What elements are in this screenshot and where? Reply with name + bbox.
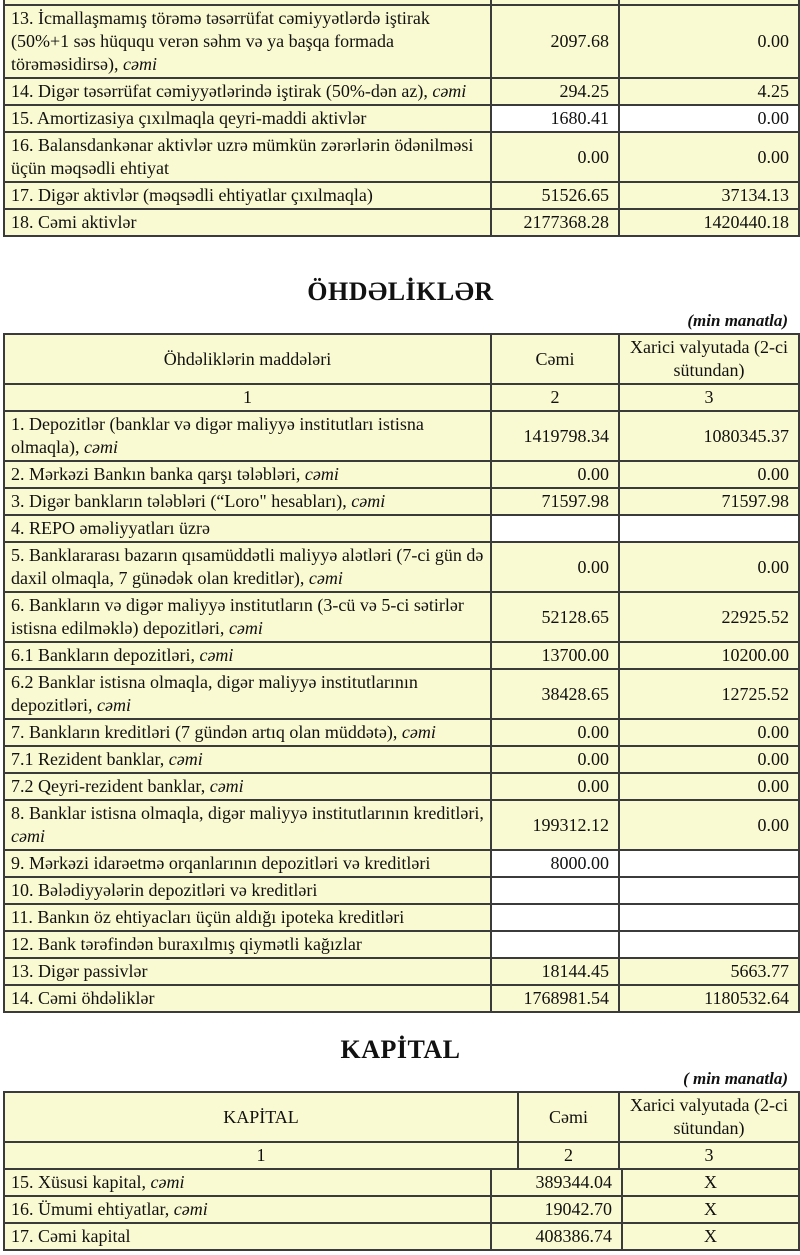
header-items-column: Öhdəliklərin maddələri bbox=[4, 334, 491, 384]
row-label-cell: 16. Balansdankənar aktivlər uzrə mümkün zərərlərin ödənilməsi üçün məqsədli ehtiyat bbox=[4, 132, 491, 182]
row-label-cell: 15. Amortizasiya çıxılmaqla qeyri-maddi aktivlər bbox=[4, 105, 491, 132]
row-total-cell: 0.00 bbox=[491, 773, 619, 800]
header-fx-column: Xarici valyutada (2-ci sütundan) bbox=[619, 334, 799, 384]
row-fx-cell: 0.00 bbox=[619, 719, 799, 746]
liabilities-section bbox=[3, 277, 798, 1013]
row-label-cell: 13. Digər passivlər bbox=[4, 958, 491, 985]
row-fx-cell bbox=[619, 515, 799, 542]
row-total-cell: 2097.68 bbox=[491, 5, 619, 78]
table-row bbox=[4, 958, 799, 985]
row-fx-cell: X bbox=[622, 1223, 799, 1250]
row-label-cell: 2. Mərkəzi Bankın banka qarşı tələbləri, cəmi bbox=[4, 461, 491, 488]
row-fx-cell: 1420440.18 bbox=[619, 209, 799, 236]
row-label-cell: 8. Banklar istisna olmaqla, digər maliyyə institutlarının kreditləri, cəmi bbox=[4, 800, 491, 850]
capital-data-table bbox=[3, 1168, 800, 1251]
row-label-cell: 10. Bələdiyyələrin depozitləri və kreditləri bbox=[4, 877, 491, 904]
table-row bbox=[4, 904, 799, 931]
table-row bbox=[4, 1169, 799, 1196]
liabilities-header-row bbox=[4, 334, 799, 384]
table-row bbox=[4, 642, 799, 669]
row-fx-cell: 0.00 bbox=[619, 542, 799, 592]
table-row bbox=[4, 5, 799, 78]
row-total-cell: 0.00 bbox=[491, 461, 619, 488]
section-title-liabilities: ÖHDƏLİKLƏR bbox=[307, 277, 494, 306]
row-fx-cell: 1180532.64 bbox=[619, 985, 799, 1012]
row-label-cell: 3. Digər bankların tələbləri (“Loro" hesabları), cəmi bbox=[4, 488, 491, 515]
table-row bbox=[4, 411, 799, 461]
row-fx-cell: 5663.77 bbox=[619, 958, 799, 985]
row-total-cell: 13700.00 bbox=[491, 642, 619, 669]
row-label-cell: 17. Cəmi kapital bbox=[4, 1223, 491, 1250]
table-row bbox=[4, 719, 799, 746]
row-label-cell: 17. Digər aktivlər (məqsədli ehtiyatlar çıxılmaqla) bbox=[4, 182, 491, 209]
row-label-cell: 6.1 Bankların depozitləri, cəmi bbox=[4, 642, 491, 669]
row-fx-cell: 71597.98 bbox=[619, 488, 799, 515]
row-total-cell: 0.00 bbox=[491, 132, 619, 182]
row-total-cell: 1680.41 bbox=[491, 105, 619, 132]
table-row bbox=[4, 592, 799, 642]
row-fx-cell: 0.00 bbox=[619, 746, 799, 773]
row-fx-cell bbox=[619, 877, 799, 904]
row-label-cell: 14. Cəmi öhdəliklər bbox=[4, 985, 491, 1012]
row-total-cell: 2177368.28 bbox=[491, 209, 619, 236]
table-row bbox=[4, 1223, 799, 1250]
row-fx-cell: X bbox=[622, 1196, 799, 1223]
liabilities-table bbox=[3, 333, 800, 1013]
row-total-cell: 38428.65 bbox=[491, 669, 619, 719]
row-total-cell: 51526.65 bbox=[491, 182, 619, 209]
row-fx-cell: 0.00 bbox=[619, 773, 799, 800]
row-label-cell: 12. Bank tərəfindən buraxılmış qiymətli kağızlar bbox=[4, 931, 491, 958]
row-total-cell: 1768981.54 bbox=[491, 985, 619, 1012]
row-fx-cell bbox=[619, 904, 799, 931]
row-total-cell: 71597.98 bbox=[491, 488, 619, 515]
row-total-cell: 52128.65 bbox=[491, 592, 619, 642]
row-fx-cell: 22925.52 bbox=[619, 592, 799, 642]
row-fx-cell bbox=[619, 931, 799, 958]
row-fx-cell: 10200.00 bbox=[619, 642, 799, 669]
header-total-column: Cəmi bbox=[491, 334, 619, 384]
row-label-cell: 14. Digər təsərrüfat cəmiyyətlərində iştirak (50%-dən az), cəmi bbox=[4, 78, 491, 105]
row-label-cell: 6.2 Banklar istisna olmaqla, digər maliyyə institutlarının depozitləri, cəmi bbox=[4, 669, 491, 719]
row-fx-cell: 0.00 bbox=[619, 105, 799, 132]
header-fx-column: Xarici valyutada (2-ci sütundan) bbox=[619, 1092, 799, 1142]
unit-note-capital: ( min manatla) bbox=[683, 1069, 788, 1088]
column-index-3: 3 bbox=[619, 384, 799, 411]
row-total-cell: 0.00 bbox=[491, 542, 619, 592]
row-total-cell: 19042.70 bbox=[491, 1196, 622, 1223]
table-row bbox=[4, 132, 799, 182]
row-label-cell: 11. Bankın öz ehtiyacları üçün aldığı ipoteka kreditləri bbox=[4, 904, 491, 931]
header-total-column: Cəmi bbox=[518, 1092, 619, 1142]
table-row bbox=[4, 669, 799, 719]
row-fx-cell: 0.00 bbox=[619, 132, 799, 182]
table-row bbox=[4, 746, 799, 773]
table-row bbox=[4, 800, 799, 850]
row-fx-cell: 0.00 bbox=[619, 5, 799, 78]
row-total-cell bbox=[491, 877, 619, 904]
row-fx-cell bbox=[619, 850, 799, 877]
table-row bbox=[4, 182, 799, 209]
table-row bbox=[4, 78, 799, 105]
table-row bbox=[4, 209, 799, 236]
header-items-column: KAPİTAL bbox=[4, 1092, 518, 1142]
row-label-cell: 7.1 Rezident banklar, cəmi bbox=[4, 746, 491, 773]
column-index-3: 3 bbox=[619, 1142, 799, 1169]
row-total-cell: 18144.45 bbox=[491, 958, 619, 985]
row-label-cell: 7. Bankların kreditləri (7 gündən artıq olan müddətə), cəmi bbox=[4, 719, 491, 746]
row-fx-cell: 37134.13 bbox=[619, 182, 799, 209]
row-total-cell: 294.25 bbox=[491, 78, 619, 105]
table-row bbox=[4, 773, 799, 800]
table-row bbox=[4, 488, 799, 515]
table-row bbox=[4, 105, 799, 132]
capital-header-table bbox=[3, 1091, 800, 1170]
column-index-1: 1 bbox=[4, 1142, 518, 1169]
table-row bbox=[4, 461, 799, 488]
row-fx-cell: 4.25 bbox=[619, 78, 799, 105]
row-total-cell: 408386.74 bbox=[491, 1223, 622, 1250]
column-index-1: 1 bbox=[4, 384, 491, 411]
row-total-cell: 8000.00 bbox=[491, 850, 619, 877]
table-row bbox=[4, 515, 799, 542]
table-row bbox=[4, 985, 799, 1012]
row-total-cell: 0.00 bbox=[491, 746, 619, 773]
row-fx-cell: 0.00 bbox=[619, 800, 799, 850]
row-label-cell: 9. Mərkəzi idarəetmə orqanlarının depozitləri və kreditləri bbox=[4, 850, 491, 877]
capital-index-row bbox=[4, 1142, 799, 1169]
row-total-cell: 389344.04 bbox=[491, 1169, 622, 1196]
section-title-capital: KAPİTAL bbox=[340, 1035, 461, 1064]
row-total-cell: 0.00 bbox=[491, 719, 619, 746]
unit-note-liabilities: (min manatla) bbox=[687, 311, 788, 330]
table-row bbox=[4, 542, 799, 592]
row-label-cell: 16. Ümumi ehtiyatlar, cəmi bbox=[4, 1196, 491, 1223]
row-label-cell: 13. İcmallaşmamış törəmə təsərrüfat cəmiyyətlərdə iştirak (50%+1 səs hüququ verən səhm və ya başqa formada törəməsidirsə), cəmi bbox=[4, 5, 491, 78]
row-fx-cell: 0.00 bbox=[619, 461, 799, 488]
row-label-cell: 7.2 Qeyri-rezident banklar, cəmi bbox=[4, 773, 491, 800]
row-label-cell: 6. Bankların və digər maliyyə institutların (3-cü və 5-ci sətirlər istisna edilməklə) depozitləri, cəmi bbox=[4, 592, 491, 642]
capital-header-row bbox=[4, 1092, 799, 1142]
column-index-2: 2 bbox=[491, 384, 619, 411]
column-index-2: 2 bbox=[518, 1142, 619, 1169]
row-total-cell bbox=[491, 904, 619, 931]
assets-table-continued bbox=[3, 0, 800, 237]
capital-section bbox=[3, 1035, 798, 1251]
row-label-cell: 4. REPO əməliyyatları üzrə bbox=[4, 515, 491, 542]
table-row bbox=[4, 931, 799, 958]
row-label-cell: 18. Cəmi aktivlər bbox=[4, 209, 491, 236]
row-total-cell: 199312.12 bbox=[491, 800, 619, 850]
row-fx-cell: X bbox=[622, 1169, 799, 1196]
row-fx-cell: 1080345.37 bbox=[619, 411, 799, 461]
liabilities-index-row bbox=[4, 384, 799, 411]
row-fx-cell: 12725.52 bbox=[619, 669, 799, 719]
table-row bbox=[4, 850, 799, 877]
row-label-cell: 5. Banklararası bazarın qısamüddətli maliyyə alətləri (7-ci gün də daxil olmaqla, 7 günədək olan kreditlər), cəmi bbox=[4, 542, 491, 592]
table-row bbox=[4, 877, 799, 904]
table-row bbox=[4, 1196, 799, 1223]
row-total-cell: 1419798.34 bbox=[491, 411, 619, 461]
row-total-cell bbox=[491, 931, 619, 958]
row-total-cell bbox=[491, 515, 619, 542]
row-label-cell: 1. Depozitlər (banklar və digər maliyyə institutları istisna olmaqla), cəmi bbox=[4, 411, 491, 461]
row-label-cell: 15. Xüsusi kapital, cəmi bbox=[4, 1169, 491, 1196]
